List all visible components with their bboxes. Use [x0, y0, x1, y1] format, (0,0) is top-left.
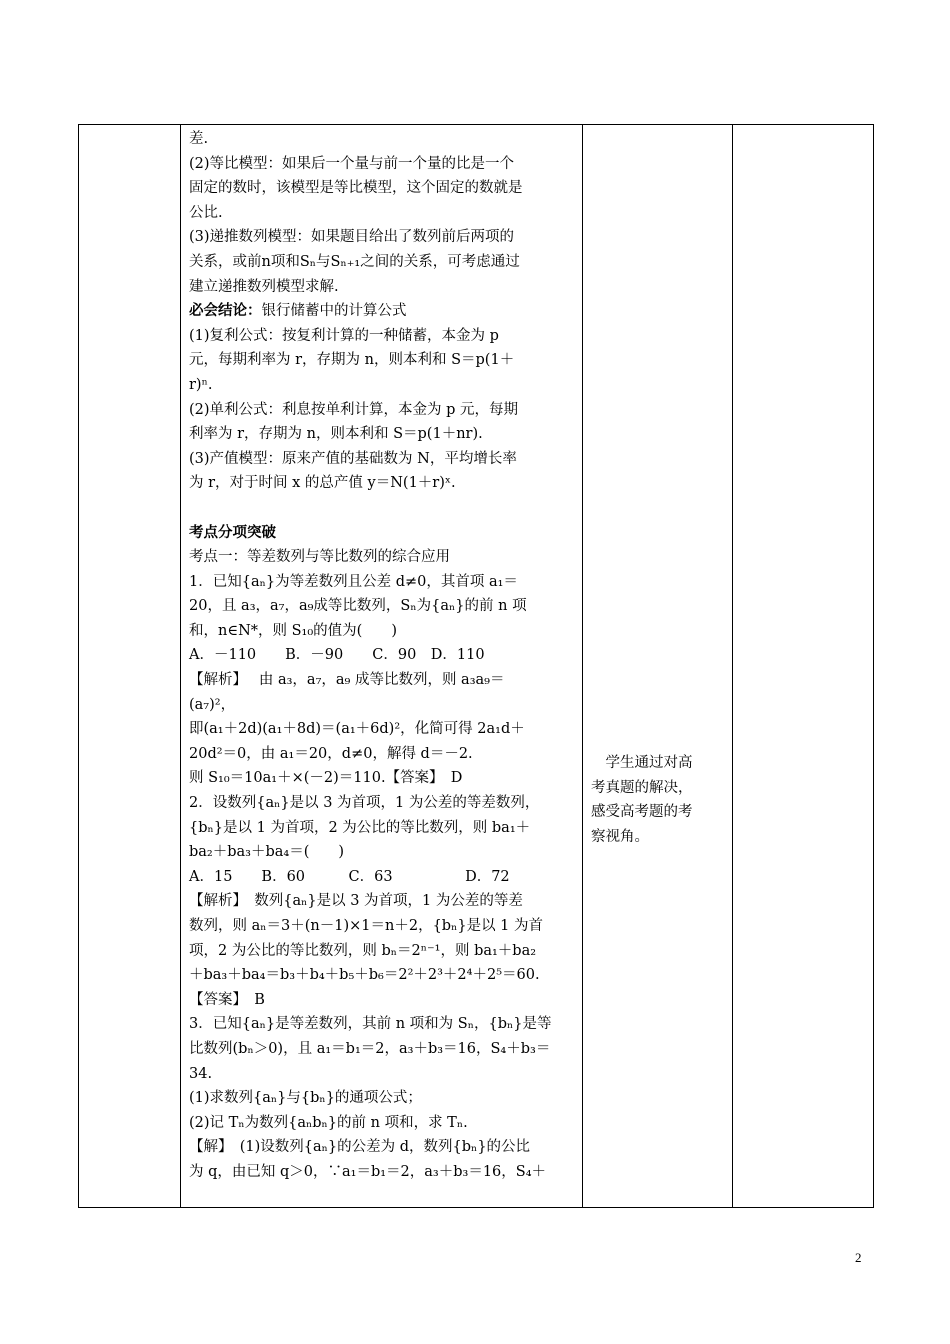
text-line: (a₇)²， — [189, 696, 236, 713]
text-line: 【答案】 B — [189, 991, 265, 1008]
text-line: (1)求数列{aₙ}与{bₙ}的通项公式； — [189, 1090, 422, 1107]
text-line: 【解】 (1)设数列{aₙ}的公差为 d，数列{bₙ}的公比 — [189, 1139, 531, 1156]
text-line: 建立递推数列模型求解. — [189, 278, 339, 295]
text-line: 公比. — [189, 204, 223, 221]
text-line: 关系，或前n项和Sₙ与Sₙ₊₁之间的关系，可考虑通过 — [189, 253, 520, 270]
text-line: r)ⁿ. — [189, 376, 213, 393]
text-line: ＋ba₃＋ba₄＝b₃＋b₄＋b₅＋b₆＝2²＋2³＋2⁴＋2⁵＝60. — [189, 967, 540, 984]
text-line: 考点分项突破 — [189, 523, 276, 541]
text-line: 为 r，对于时间 x 的总产值 y＝N(1＋r)ˣ. — [189, 475, 456, 492]
text-line: 考点一：等差数列与等比数列的综合应用 — [189, 549, 450, 566]
text-line: 为 q，由已知 q＞0，∵a₁＝b₁＝2，a₃＋b₃＝16，S₄＋ — [189, 1163, 547, 1180]
bold-lead: 必会结论： — [189, 302, 262, 320]
text-line: 和，n∈N*，则 S₁₀的值为( ) — [189, 622, 397, 639]
text-line: 34. — [189, 1065, 213, 1082]
text-line: 20，且 a₃，a₇，a₉成等比数列，Sₙ为{aₙ}的前 n 项 — [189, 598, 527, 615]
text-line: 差. — [189, 131, 209, 147]
side-text-line: 感受高考题的考 — [591, 804, 693, 821]
text-line: 【解析】 由 a₃，a₇，a₉ 成等比数列，则 a₃a₉＝ — [189, 672, 505, 689]
lesson-table — [78, 124, 874, 1208]
text-line — [189, 496, 585, 521]
text-line: (1)复利公式：按复利计算的一种储蓄，本金为 p — [189, 327, 499, 344]
text-line: 则 S₁₀＝10a₁＋×(－2)＝110.【答案】 D — [189, 770, 463, 787]
text-line: 项，2 为公比的等比数列，则 bₙ＝2ⁿ⁻¹，则 ba₁＋ba₂ — [189, 942, 537, 959]
text-line: A．15 B．60 C．63 D．72 — [189, 868, 510, 885]
text-line: 比数列(bₙ＞0)，且 a₁＝b₁＝2，a₃＋b₃＝16，S₄＋b₃＝ — [189, 1040, 551, 1057]
text-line: 【解析】 数列{aₙ}是以 3 为首项，1 为公差的等差 — [189, 893, 523, 910]
text-line: 元，每期利率为 r，存期为 n，则本利和 S＝p(1＋ — [189, 352, 515, 369]
page-number: 2 — [855, 1250, 862, 1265]
text-line: 利率为 r，存期为 n，则本利和 S＝p(1＋nr). — [189, 426, 483, 443]
text-line: (2)等比模型：如果后一个量与前一个量的比是一个 — [189, 155, 515, 172]
text-line: 数列，则 aₙ＝3＋(n－1)×1＝n＋2，{bₙ}是以 1 为首 — [189, 918, 544, 934]
text-line — [189, 299, 585, 324]
column-divider — [732, 125, 733, 1207]
side-text-line: 考真题的解决， — [591, 779, 693, 796]
side-text-line: 察视角。 — [591, 828, 649, 845]
text-line: (3)递推数列模型：如果题目给出了数列前后两项的 — [189, 229, 515, 246]
text-line: 20d²＝0，由 a₁＝20，d≠0，解得 d＝－2. — [189, 745, 473, 762]
text-line: (2)记 Tₙ为数列{aₙbₙ}的前 n 项和，求 Tₙ. — [189, 1114, 468, 1131]
text-line: ba₂＋ba₃＋ba₄＝( ) — [189, 844, 345, 861]
text-line: (3)产值模型：原来产值的基础数为 N，平均增长率 — [189, 450, 517, 467]
column-divider — [180, 125, 181, 1207]
text-line: 1．已知{aₙ}为等差数列且公差 d≠0，其首项 a₁＝ — [189, 573, 518, 590]
text-line: 固定的数时，该模型是等比模型，这个固定的数就是 — [189, 180, 523, 197]
student-activity-cell — [591, 751, 731, 849]
text-line: A．－110 B．－90 C．90 D．110 — [189, 647, 485, 664]
text-line: {bₙ}是以 1 为首项，2 为公比的等比数列，则 ba₁＋ — [189, 819, 531, 836]
side-text-line: 学生通过对高 — [591, 755, 693, 771]
text-line: 3．已知{aₙ}是等差数列，其前 n 项和为 Sₙ，{bₙ}是等 — [189, 1016, 552, 1033]
text-line: 2．设数列{aₙ}是以 3 为首项，1 为公差的等差数列， — [189, 795, 540, 812]
content-cell — [189, 125, 585, 1185]
text-line: 即(a₁＋2d)(a₁＋8d)＝(a₁＋6d)²，化简可得 2a₁d＋ — [189, 721, 525, 738]
line-rest: 银行储蓄中的计算公式 — [261, 303, 407, 320]
text-line: (2)单利公式：利息按单利计算，本金为 p 元，每期 — [189, 401, 519, 418]
